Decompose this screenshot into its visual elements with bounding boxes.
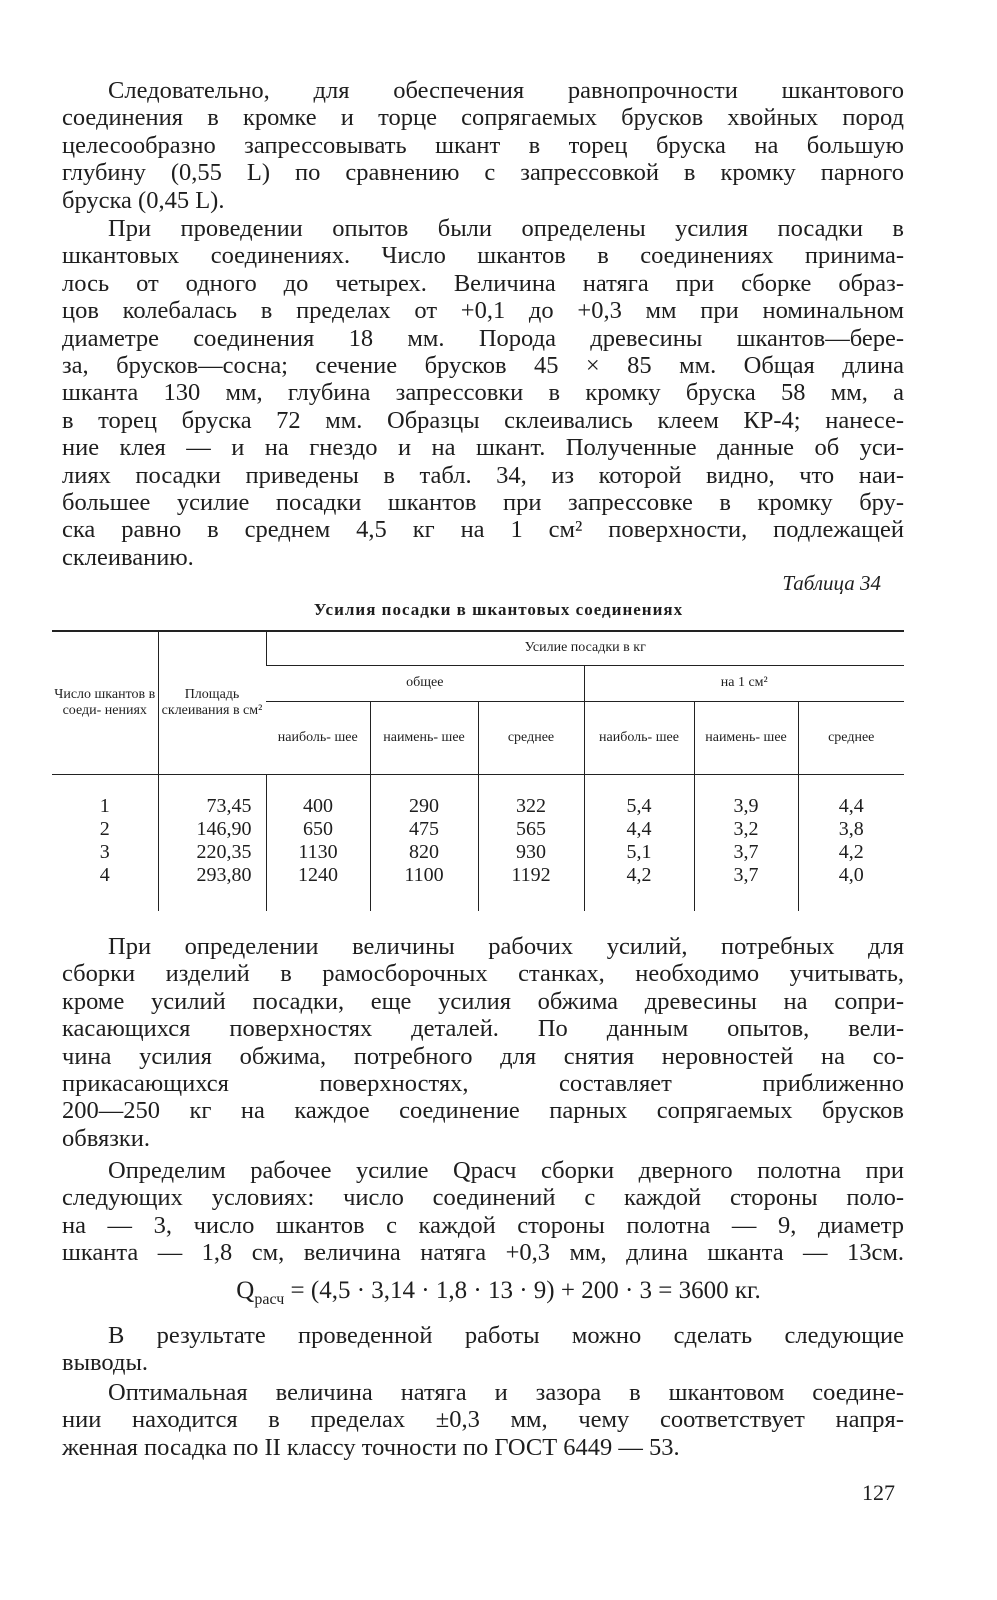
cell: 4,4 <box>584 818 694 841</box>
cell: 220,35 <box>158 841 266 864</box>
cell: 290 <box>370 775 478 819</box>
header-per-cm-avg: среднее <box>798 701 904 774</box>
header-total-min: наимень- шее <box>370 701 478 774</box>
cell: 3,9 <box>694 775 798 819</box>
cell: 3 <box>99 841 110 863</box>
header-total-max: наиболь- шее <box>266 701 370 774</box>
cell: 1 <box>99 795 110 817</box>
cell: 1192 <box>478 864 584 911</box>
cell: 475 <box>370 818 478 841</box>
paragraph-define-force: Определим рабочее усилие Qрасч сборки дверного полотна при следующих условиях: число соединений с каждой стороны поло- на — 3, число шкантов с каждой стороны полотна — 9, диаметр шканта — 1,8 см, величина натяга +0,3 мм, длина шканта — 13см. <box>62 1157 904 1267</box>
paragraph-experiments: При проведении опытов были определены усилия посадки в шкантовых соединениях. Число шкантов в соединениях принима- лось от одного до четырех. Величина натяга при сборке образ- цов колебалась в пределах от +0,1 до +0,3 мм при номинальном диаметре соединения 18 мм. Порода древесины шкантов—бере- за, брусков—сосна; сечение брусков 45 × 85 мм. Общая длина шканта 130 мм, глубина запрессовки в кромку бруска 58 мм, а в торец бруска 72 мм. Образцы склеивались клеем КР-4; нанесе- ние клея — и на гнездо и на шкант. Полученные данные об уси- лиях посадки приведены в табл. 34, из которой видно, что наи- большее усилие посадки шкантов при запрессовке в кромку бру- ска равно в среднем 4,5 кг на 1 см² поверхности, подлежащей склеиванию. <box>62 215 904 571</box>
cell: 2 <box>99 818 110 840</box>
cell: 565 <box>478 818 584 841</box>
header-total-avg: среднее <box>478 701 584 774</box>
paragraph-results: В результате проведенной работы можно сделать следующие выводы. <box>62 1322 904 1377</box>
cell: 4 <box>99 864 110 886</box>
force-table <box>52 630 904 911</box>
cell: 1130 <box>266 841 370 864</box>
formula-subscript: расч <box>254 1291 285 1308</box>
header-force: Усилие посадки в кг <box>266 631 904 665</box>
cell: 73,45 <box>158 775 266 819</box>
page-number: 127 <box>862 1480 895 1505</box>
paragraph-equal-strength: Следовательно, для обеспечения равнопрочности шкантового соединения в кромке и торце сопрягаемых брусков хвойных пород целесообразно запрессовывать шкант в торец бруска на большую глубину (0,55 L) по сравнению с запрессовкой в кромку парного бруска (0,45 L). <box>62 77 904 214</box>
table-row <box>52 775 904 819</box>
formula <box>0 1277 997 1309</box>
paragraph-working-forces: При определении величины рабочих усилий, потребных для сборки изделий в рамосборочных станках, необходимо учитывать, кроме усилий посадки, еще усилия обжима древесины на сопри- касающихся поверхностях деталей. По данным опытов, вели- чина усилия обжима, потребного для снятия неровностей на со- прикасающихся поверхностях, составляет приближенно 200—250 кг на каждое соединение парных сопрягаемых брусков обвязки. <box>62 933 904 1152</box>
header-total: общее <box>266 665 584 701</box>
cell: 4,0 <box>798 864 904 911</box>
header-count: Число шкантов в соеди- нениях <box>52 631 158 775</box>
cell: 930 <box>478 841 584 864</box>
header-area: Площадь склеивания в см² <box>158 631 266 775</box>
cell: 3,7 <box>694 864 798 911</box>
cell: 1240 <box>266 864 370 911</box>
table-row <box>52 841 904 864</box>
table-row <box>52 864 904 911</box>
cell: 400 <box>266 775 370 819</box>
cell: 4,2 <box>798 841 904 864</box>
header-per-cm: на 1 см² <box>584 665 904 701</box>
header-per-cm-min: наимень- шее <box>694 701 798 774</box>
data-table <box>52 630 904 911</box>
cell: 322 <box>478 775 584 819</box>
formula-symbol: Q <box>236 1277 255 1304</box>
cell: 146,90 <box>158 818 266 841</box>
formula-expression: = (4,5 · 3,14 · 1,8 · 13 · 9) + 200 · 3 = 3600 кг. <box>290 1277 761 1304</box>
paragraph-conclusion: Оптимальная величина натяга и зазора в шкантовом соедине- нии находится в пределах ±0,3 мм, чему соответствует напря- женная посадка по II классу точности по ГОСТ 6449 — 53. <box>62 1379 904 1461</box>
cell: 5,4 <box>584 775 694 819</box>
cell: 5,1 <box>584 841 694 864</box>
table-caption: Таблица 34 <box>782 571 881 595</box>
cell: 4,4 <box>798 775 904 819</box>
cell: 4,2 <box>584 864 694 911</box>
cell: 3,7 <box>694 841 798 864</box>
table-title: Усилия посадки в шкантовых соединениях <box>313 600 684 619</box>
table-row <box>52 818 904 841</box>
cell: 293,80 <box>158 864 266 911</box>
cell: 1100 <box>370 864 478 911</box>
cell: 3,2 <box>694 818 798 841</box>
cell: 820 <box>370 841 478 864</box>
cell: 3,8 <box>798 818 904 841</box>
cell: 650 <box>266 818 370 841</box>
header-per-cm-max: наиболь- шее <box>584 701 694 774</box>
